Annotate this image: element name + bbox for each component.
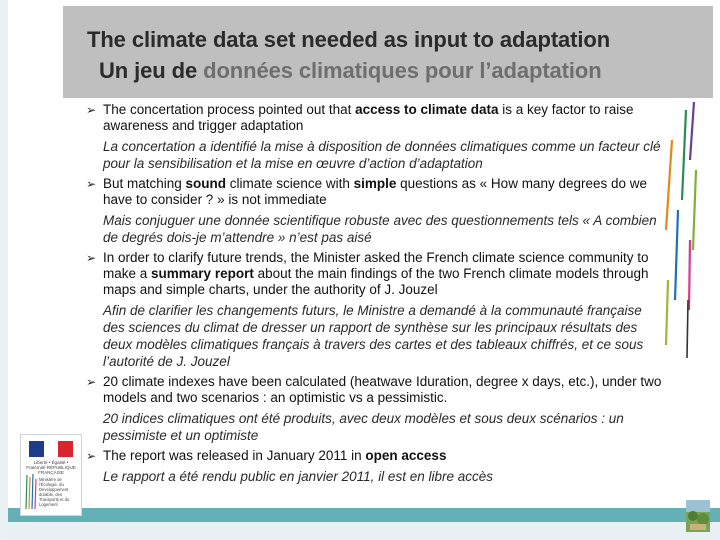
bullet-emphasis: sound (185, 176, 227, 191)
bullet-text-run: questions as « How many degrees do we have to consider ? » is not immediate (103, 176, 648, 207)
bullet-en-text (103, 102, 634, 133)
deco-line (693, 170, 696, 250)
ministry-line (35, 479, 36, 509)
bullet-emphasis: open access (365, 448, 447, 463)
footer-bar (8, 508, 720, 522)
republic-text: Liberté • Égalité • Fraternité RÉPUBLIQUE FRANÇAISE (26, 460, 76, 475)
bullet-en-text (103, 176, 647, 207)
bullet-emphasis: access to climate data (355, 102, 499, 117)
bullet-en-1 (86, 102, 666, 134)
decorative-lines (660, 100, 700, 360)
bullet-fr-4: 20 indices climatiques ont été produits, avec deux modèles et sous deux scénarios : un pessimiste et un optimiste (103, 411, 624, 443)
bullet-en-text (103, 448, 446, 463)
bullet-arrow-icon: ➢ (86, 449, 97, 463)
bullet-fr-1: La concertation a identifié la mise à disposition de données climatiques comme un facteur clé pour la sensibilisation et la mise en œuvre d’action d’adaptation (103, 139, 661, 171)
bullet-text-run: is a key factor to raise awareness and trigger adaptation (103, 102, 634, 133)
ministry-name: Ministère de l'Écologie, du Développement durable, des Transports et du Logement (39, 477, 70, 507)
bullet-arrow-icon: ➢ (86, 251, 97, 265)
bullet-text-run: about the main findings of the two French climate models through maps and simple charts, under the authority of J. Jouzel (103, 266, 649, 297)
ministry-line (29, 477, 30, 509)
flag-stripe (58, 441, 73, 457)
bullet-emphasis: summary report (151, 266, 254, 281)
flag-stripe (29, 441, 44, 457)
bullet-fr-3: Afin de clarifier les changements futurs, le Ministre a demandé à la communauté française des sciences du climat de dresser un rapport de synthèse sur les principaux résultats des deux modèles climatiques français à travers des cartes et des tableaux chiffrés, et ce sous l’autorité de J. Jouzel (103, 303, 644, 369)
title-banner (63, 6, 713, 98)
bullet-fr-5: Le rapport a été rendu public en janvier 2011, il est en libre accès (103, 469, 493, 484)
ministry-logo (20, 434, 82, 516)
title-fr-prefix: Un jeu de (99, 58, 204, 83)
footer-band (8, 522, 720, 540)
bullet-text-run: The report was released in January 2011 in (103, 448, 366, 463)
flag-stripe (44, 441, 59, 457)
slide-title-english: The climate data set needed as input to adaptation (87, 27, 611, 52)
bullet-en-4 (86, 374, 666, 406)
bullet-emphasis: simple (353, 176, 397, 191)
bullet-en-5 (86, 448, 666, 464)
deco-line (690, 102, 694, 160)
deco-line (689, 240, 690, 310)
bullet-en-text (103, 374, 661, 405)
bullet-text-run: But matching (103, 176, 186, 191)
bullet-text-run: 20 climate indexes have been calculated (heatwave Iduration, degree x days, etc.), under two models and two scenarios : an optimistic vs a pessimistic. (103, 374, 662, 405)
slide-title-french (99, 58, 602, 84)
ministry-lines-icon (24, 473, 38, 511)
bullet-arrow-icon: ➢ (86, 375, 97, 389)
ministry-line (26, 475, 27, 509)
bullet-fr-2: Mais conjuguer une donnée scientifique robuste avec des questionnements tels « A combien de degrés dois-je m’attendre » n’est pas aisé (103, 213, 657, 245)
deco-line (687, 300, 688, 358)
deco-line (682, 110, 686, 200)
left-edge-band (0, 0, 8, 540)
bullet-en-2 (86, 176, 666, 208)
bullet-text-run: In order to clarify future trends, the Minister asked the French climate science community to make a (103, 250, 649, 281)
deco-line (675, 210, 678, 300)
bullet-arrow-icon: ➢ (86, 103, 97, 117)
slide-body (86, 102, 666, 489)
french-flag-icon (29, 441, 73, 457)
bullet-arrow-icon: ➢ (86, 177, 97, 191)
deco-line (666, 140, 672, 230)
bullet-en-text (103, 250, 649, 297)
ministry-line (32, 474, 33, 509)
bullet-text-run: climate science with (226, 176, 354, 191)
landscape-photo-thumbnail (686, 500, 710, 532)
title-fr-rest: données climatiques pour l’adaptation (203, 58, 602, 83)
deco-line (666, 280, 668, 345)
bullet-text-run: The concertation process pointed out that (103, 102, 356, 117)
bullet-en-3 (86, 250, 666, 298)
